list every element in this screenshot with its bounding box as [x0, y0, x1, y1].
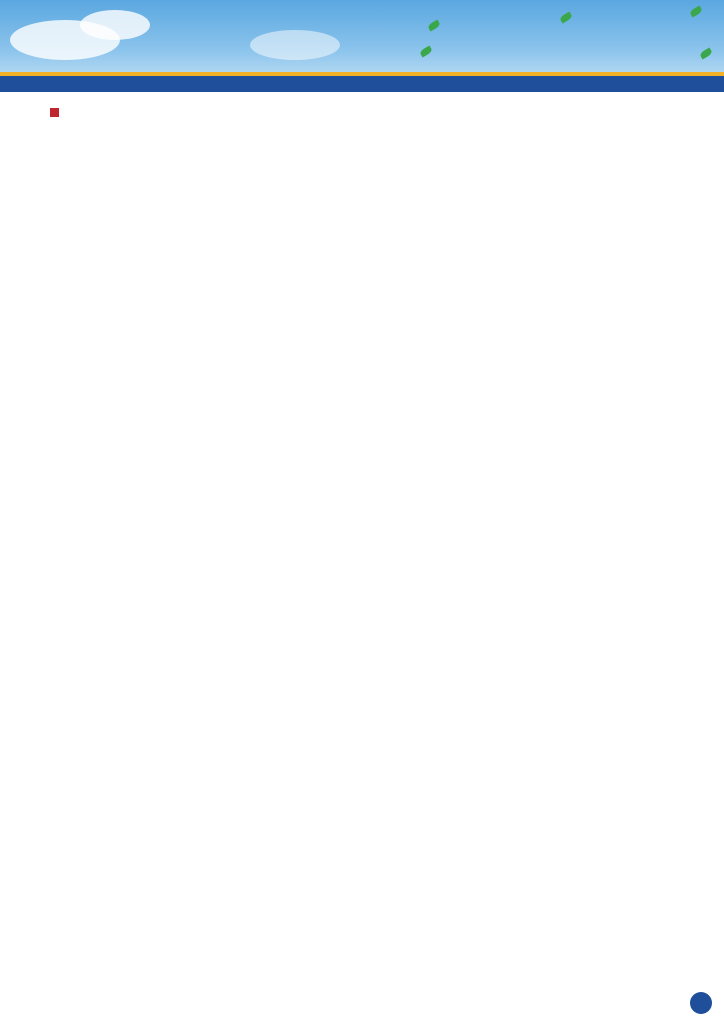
page-number	[690, 992, 712, 1014]
page-title	[50, 106, 690, 119]
header-banner	[0, 0, 724, 92]
